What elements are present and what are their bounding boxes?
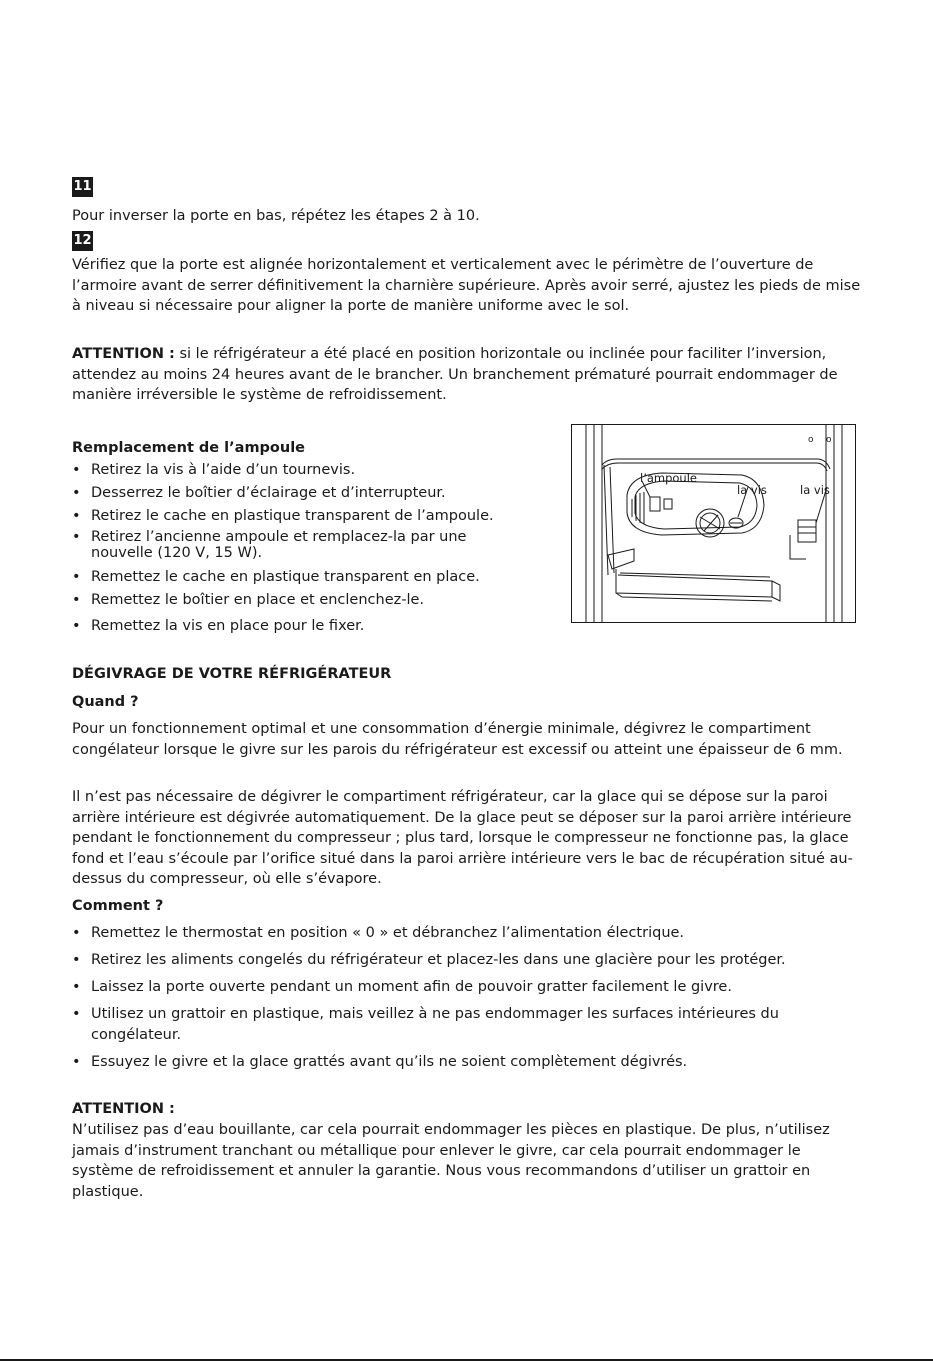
bulb-steps-list xyxy=(72,460,542,639)
figure-mark-2: o xyxy=(826,435,832,445)
defrost-how-title: Comment ? xyxy=(72,898,164,914)
list-item: • Remettez le boîtier en place et enclenchez-le. xyxy=(72,590,542,616)
step-12-badge: 12 xyxy=(72,231,93,251)
figure-label-bulb: l’ampoule xyxy=(640,471,697,485)
list-item: • Retirez la vis à l’aide d’un tournevis. xyxy=(72,460,542,483)
defrost-when-title: Quand ? xyxy=(72,694,139,710)
defrost-heading: DÉGIVRAGE DE VOTRE RÉFRIGÉRATEUR xyxy=(72,666,392,682)
attention-text-defrost: N’utilisez pas d’eau bouillante, car cela pourrait endommager les pièces en plastique. De plus, n’utilisez jamais d’instrument tranchant ou métallique pour enlever le givre, car cela pourrait endommager le système de refroidissement et annuler la garantie. Nous vous recommandons d’utiliser un grattoir en plastique. xyxy=(72,1122,830,1200)
list-item: • Laissez la porte ouverte pendant un moment afin de pouvoir gratter facilement le givre. xyxy=(72,977,872,1004)
list-item: • Retirez les aliments congelés du réfrigérateur et placez-les dans une glacière pour les protéger. xyxy=(72,950,872,977)
list-item: • Remettez le thermostat en position « 0 » et débranchez l’alimentation électrique. xyxy=(72,923,872,950)
defrost-when-paragraph-1: Pour un fonctionnement optimal et une consommation d’énergie minimale, dégivrez le compartiment congélateur lorsque le givre sur les parois du réfrigérateur est excessif ou atteint une épaisseur de 6 mm. xyxy=(72,721,843,758)
list-item: • Essuyez le givre et la glace grattés avant qu’ils ne soient complètement dégivrés. xyxy=(72,1052,872,1075)
step-11-text: Pour inverser la porte en bas, répétez les étapes 2 à 10. xyxy=(72,208,480,224)
figure-label-screw-2: la vis xyxy=(800,483,830,497)
figure-mark-1: o xyxy=(808,435,814,445)
attention-note-reversal xyxy=(72,344,862,406)
bulb-housing-illustration xyxy=(572,425,855,622)
list-item: • Remettez la vis en place pour le fixer. xyxy=(72,616,542,639)
figure-label-screw-1: la vis xyxy=(737,483,767,497)
step-11-badge: 11 xyxy=(72,177,93,197)
attention-label-defrost: ATTENTION : xyxy=(72,1101,175,1117)
list-item: • Retirez l’ancienne ampoule et remplacez-la par une nouvelle (120 V, 15 W). xyxy=(72,529,481,567)
defrost-when-paragraph-2: Il n’est pas nécessaire de dégivrer le compartiment réfrigérateur, car la glace qui se dépose sur la paroi arrière intérieure est dégivrée automatiquement. De la glace peut se déposer sur la paroi arrière intérieure pendant le fonctionnement du compresseur ; plus tard, lorsque le compresseur ne fonctionne pas, la glace fond et l’eau s’écoule par l’orifice situé dans la paroi arrière intérieure vers le bac de récupération situé au-dessus du compresseur, où elle s’évapore. xyxy=(72,789,853,887)
bulb-section-title: Remplacement de l’ampoule xyxy=(72,440,306,456)
bulb-housing-figure xyxy=(571,424,856,623)
step-12-text: Vérifiez que la porte est alignée horizontalement et verticalement avec le périmètre de l’ouverture de l’armoire avant de serrer définitivement la charnière supérieure. Après avoir serré, ajustez les pieds de mise à niveau si nécessaire pour aligner la porte de manière uniforme avec le sol. xyxy=(72,257,861,314)
attention-label: ATTENTION : xyxy=(72,346,175,362)
list-item: • Retirez le cache en plastique transparent de l’ampoule. xyxy=(72,506,542,529)
list-item: • Utilisez un grattoir en plastique, mais veillez à ne pas endommager les surfaces intérieures du congélateur. xyxy=(72,1004,871,1052)
list-item: • Desserrez le boîtier d’éclairage et d’interrupteur. xyxy=(72,483,542,506)
page-bottom-rule xyxy=(0,1359,933,1361)
attention-text: si le réfrigérateur a été placé en position horizontale ou inclinée pour faciliter l’inversion, attendez au moins 24 heures avant de le brancher. Un branchement prématuré pourrait endommager de manière irréversible le système de refroidissement. xyxy=(72,346,838,403)
list-item: • Remettez le cache en plastique transparent en place. xyxy=(72,567,542,590)
defrost-steps-list xyxy=(72,923,872,1075)
